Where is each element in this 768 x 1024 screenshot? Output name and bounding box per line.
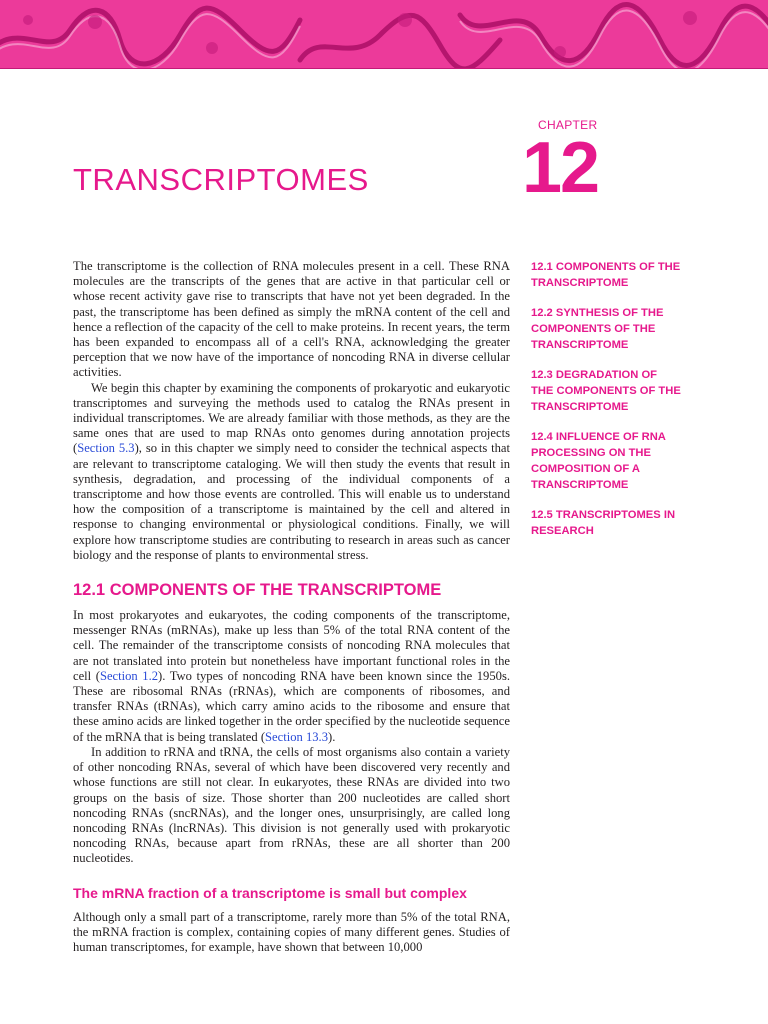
- text-run: We begin this chapter by examining the components of prokaryotic and eukaryotic transcriptomes and surveying the methods used to catalog the RNAs present in individual transcriptomes. We are already familiar with those methods, as they are the same ones that are used to map RNAs onto genomes during annotation projects (: [73, 380, 510, 456]
- text-run: In most prokaryotes and eukaryotes, the coding components of the transcriptome, messenger RNAs (mRNAs), make up less than 5% of the total RNA content of the cell. The remainder of the transcriptome consists of noncoding RNA molecules that are not translated into protein but nonetheless have important functional roles in the cell (: [73, 608, 510, 683]
- toc-item-12-1[interactable]: 12.1 COMPONENTS OF THE TRANSCRIPTOME: [531, 261, 681, 289]
- section-link-5-3[interactable]: Section 5.3: [77, 441, 135, 456]
- text-run: ).: [328, 729, 336, 744]
- section-heading-12-1: 12.1 COMPONENTS OF THE TRANSCRIPTOME: [73, 581, 442, 600]
- rna-ribbon-illustration: [0, 0, 768, 68]
- section-12-1-paragraph-2: In addition to rRNA and tRNA, the cells of most organisms also contain a variety of other noncoding RNAs, several of which have been discovered very recently and whose functions are still not clear. In eukaryotes, these RNAs are divided into two groups on the basis of size. Those shorter than 200 nucleotides are called short noncoding RNAs (sncRNAs), and the longer ones, unsurprisingly, are called long noncoding RNAs (lncRNAs). This division is not generally used with prokaryotic noncoding RNAs, because apart from rRNAs, these are all shorter than 200 nucleotides.: [73, 744, 510, 866]
- chapter-contents-list: [531, 259, 681, 553]
- intro-paragraph-2: [73, 381, 510, 563]
- section-link-13-3[interactable]: Section 13.3: [265, 729, 328, 744]
- chapter-label: CHAPTER: [538, 118, 598, 132]
- section-12-1-paragraph-1: [73, 608, 510, 745]
- text-run: ). Two types of noncoding RNA have been known since the 1950s. These are ribosomal RNAs (rRNAs), which are components of ribosomes, and transfer RNAs (tRNAs), which carry amino acids to the ribosome and ensure that these amino acids are linked together in the order specified by the nucleotide sequence of the mRNA that is being translated (: [73, 668, 510, 744]
- decorative-banner: [0, 0, 768, 69]
- chapter-title: TRANSCRIPTOMES: [73, 162, 369, 197]
- intro-paragraph-1: The transcriptome is the collection of RNA molecules present in a cell. These RNA molecules are the transcripts of the genes that are active in that particular cell or whose recent activity gave rise to transcripts that have not yet been degraded. In the past, the transcriptome has been defined as simply the mRNA content of the cell and hence a reflection of the capacity of the cell to make proteins. In recent years, the term has been expanded to encompass all of a cell's RNA, acknowledging the greater perception that we now have of the importance of noncoding RNA in diverse cellular activities.: [73, 259, 510, 380]
- section-12-1-paragraph-3: Although only a small part of a transcriptome, rarely more than 5% of the total RNA, the mRNA fraction is complex, containing copies of many different genes. Studies of human transcriptomes, for example, have shown that between 10,000: [73, 909, 510, 954]
- toc-item-12-3[interactable]: 12.3 DEGRADATION OF THE COMPONENTS OF THE TRANSCRIPTOME: [531, 369, 681, 413]
- section-link-1-2[interactable]: Section 1.2: [99, 668, 159, 683]
- subsection-heading-mrna: The mRNA fraction of a transcriptome is small but complex: [73, 884, 467, 901]
- toc-item-12-2[interactable]: 12.2 SYNTHESIS OF THE COMPONENTS OF THE TRANSCRIPTOME: [531, 307, 664, 351]
- toc-item-12-5[interactable]: 12.5 TRANSCRIPTOMES IN RESEARCH: [531, 509, 676, 537]
- toc-item-12-4[interactable]: 12.4 INFLUENCE OF RNA PROCESSING ON THE COMPOSITION OF A TRANSCRIPTOME: [531, 431, 666, 491]
- chapter-number: 12: [522, 128, 599, 208]
- main-text-column: [73, 259, 510, 955]
- text-run: ), so in this chapter we simply need to consider the technical aspects that are relevant to transcriptome cataloging. We will then study the events that result in synthesis, degradation, and processing of the individual components of a transcriptome and how those events are controlled. This will enable us to understand how the composition of a transcriptome is maintained by the cell and altered in response to changing environmental or physiological conditions. Finally, we will explore how transcriptome studies are contributing to research in areas such as cancer biology and the response of plants to environmental stress.: [73, 441, 510, 562]
